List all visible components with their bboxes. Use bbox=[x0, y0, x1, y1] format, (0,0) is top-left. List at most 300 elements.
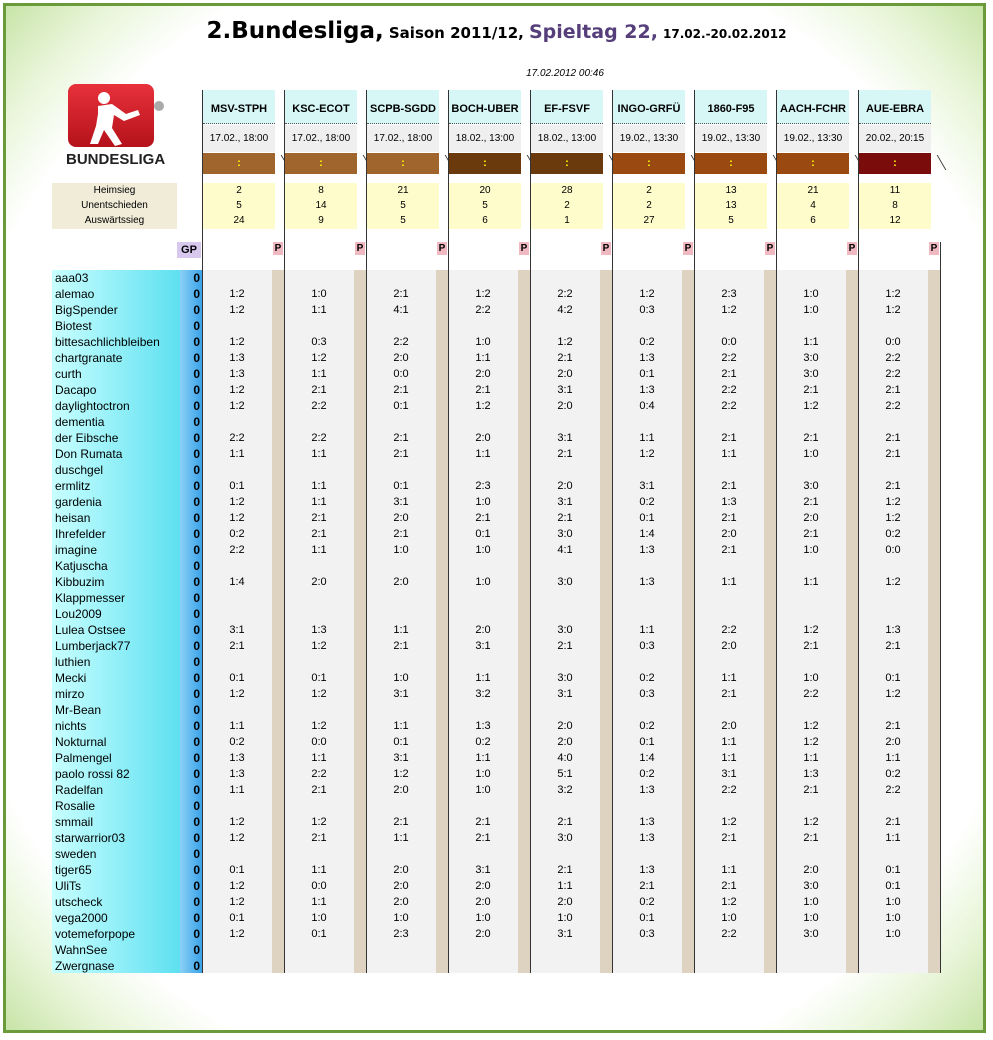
points-marker: P bbox=[930, 243, 938, 254]
tip-cell: 1:0 bbox=[393, 544, 409, 556]
tip-cell: 2:1 bbox=[885, 384, 901, 396]
tip-cell: 2:1 bbox=[311, 512, 327, 524]
tip-cell: 3:1 bbox=[557, 432, 573, 444]
tip-cell: 3:1 bbox=[721, 768, 737, 780]
player-name[interactable]: Kibbuzim bbox=[55, 575, 105, 589]
player-gp: 0 bbox=[193, 511, 200, 525]
tip-cell: 1:3 bbox=[721, 496, 737, 508]
player-gp: 0 bbox=[193, 671, 200, 685]
match-column-strip bbox=[272, 270, 284, 973]
tip-cell: 1:0 bbox=[721, 912, 737, 924]
tip-cell: 1:3 bbox=[639, 784, 655, 796]
match-divider bbox=[940, 242, 941, 973]
tip-cell: 1:3 bbox=[475, 720, 491, 732]
player-gp: 0 bbox=[193, 271, 200, 285]
tip-cell: 0:1 bbox=[393, 400, 409, 412]
tip-cell: 0:2 bbox=[639, 672, 655, 684]
tip-cell: 2:2 bbox=[721, 624, 737, 636]
player-gp: 0 bbox=[193, 783, 200, 797]
tip-cell: 2:2 bbox=[229, 432, 245, 444]
tip-cell: 2:1 bbox=[803, 432, 819, 444]
player-gp: 0 bbox=[193, 367, 200, 381]
tip-cell: 1:0 bbox=[803, 544, 819, 556]
player-name[interactable]: vega2000 bbox=[55, 911, 108, 925]
match-date: 17.02., 18:00 bbox=[367, 125, 439, 152]
tip-cell: 0:2 bbox=[229, 528, 245, 540]
match-date: 18.02., 13:00 bbox=[531, 125, 603, 152]
tip-cell: 1:2 bbox=[229, 400, 245, 412]
player-name[interactable]: Ihrefelder bbox=[55, 527, 106, 541]
player-name[interactable]: Biotest bbox=[55, 319, 92, 333]
tip-cell: 1:0 bbox=[311, 288, 327, 300]
player-gp: 0 bbox=[193, 959, 200, 973]
player-name[interactable]: paolo rossi 82 bbox=[55, 767, 130, 781]
stat-away: 5 bbox=[728, 215, 734, 226]
tip-cell: 1:0 bbox=[311, 912, 327, 924]
match-score: : bbox=[285, 153, 357, 174]
player-name[interactable]: Lumberjack77 bbox=[55, 639, 131, 653]
tip-cell: 1:0 bbox=[475, 336, 491, 348]
tip-cell: 2:0 bbox=[803, 512, 819, 524]
match-date: 17.02., 18:00 bbox=[203, 125, 275, 152]
tip-cell: 1:2 bbox=[311, 688, 327, 700]
tip-cell: 1:1 bbox=[311, 368, 327, 380]
player-name[interactable]: chartgranate bbox=[55, 351, 123, 365]
tip-cell: 2:0 bbox=[393, 864, 409, 876]
tip-cell: 3:0 bbox=[557, 528, 573, 540]
player-name[interactable]: Klappmesser bbox=[55, 591, 126, 605]
match-stats bbox=[531, 183, 603, 229]
tip-cell: 1:2 bbox=[885, 288, 901, 300]
player-name[interactable]: nichts bbox=[55, 719, 87, 733]
tip-cell: 2:1 bbox=[475, 832, 491, 844]
stat-home: 28 bbox=[561, 185, 573, 196]
tip-cell: 1:2 bbox=[229, 928, 245, 940]
match-column-strip bbox=[764, 270, 776, 973]
player-name[interactable]: Dacapo bbox=[55, 383, 97, 397]
player-name[interactable]: smmail bbox=[55, 815, 93, 829]
tip-cell: 1:1 bbox=[639, 432, 655, 444]
player-name[interactable]: heisan bbox=[55, 511, 91, 525]
tip-cell: 1:3 bbox=[229, 768, 245, 780]
player-name[interactable]: BigSpender bbox=[55, 303, 118, 317]
tip-cell: 2:1 bbox=[311, 784, 327, 796]
tip-cell: 2:0 bbox=[475, 368, 491, 380]
tip-cell: 0:1 bbox=[393, 736, 409, 748]
player-gp: 0 bbox=[193, 703, 200, 717]
tip-cell: 2:1 bbox=[393, 640, 409, 652]
match-name: AUE-EBRA bbox=[859, 90, 931, 124]
match-score: : bbox=[449, 153, 521, 174]
gp-header: GP bbox=[177, 242, 201, 258]
tip-cell: 1:1 bbox=[639, 624, 655, 636]
tip-cell: 2:0 bbox=[557, 480, 573, 492]
stat-draw: 4 bbox=[810, 200, 816, 211]
tip-cell: 3:1 bbox=[557, 384, 573, 396]
match-name: KSC-ECOT bbox=[285, 90, 357, 124]
tip-cell: 1:0 bbox=[475, 768, 491, 780]
tip-cell: 0:1 bbox=[229, 672, 245, 684]
tip-cell: 2:1 bbox=[721, 832, 737, 844]
tip-cell: 1:1 bbox=[311, 864, 327, 876]
tip-cell: 1:2 bbox=[721, 816, 737, 828]
player-name[interactable]: Mecki bbox=[55, 671, 87, 685]
tip-cell: 1:4 bbox=[229, 576, 245, 588]
tip-cell: 1:1 bbox=[311, 752, 327, 764]
tip-cell: 3:0 bbox=[557, 624, 573, 636]
tip-cell: 0:1 bbox=[311, 928, 327, 940]
match-column-strip bbox=[600, 270, 612, 973]
stat-label-draw: Unentschieden bbox=[81, 200, 148, 211]
stat-draw: 2 bbox=[564, 200, 570, 211]
tip-cell: 2:1 bbox=[803, 384, 819, 396]
match-stats bbox=[203, 183, 275, 229]
player-gp: 0 bbox=[193, 767, 200, 781]
player-gp: 0 bbox=[193, 383, 200, 397]
tip-cell: 0:3 bbox=[639, 640, 655, 652]
tip-cell: 2:0 bbox=[885, 736, 901, 748]
player-gp: 0 bbox=[193, 895, 200, 909]
tip-cell: 1:0 bbox=[803, 672, 819, 684]
stat-draw: 5 bbox=[236, 200, 242, 211]
stat-home: 13 bbox=[725, 185, 737, 196]
player-gp: 0 bbox=[193, 607, 200, 621]
tip-cell: 2:1 bbox=[557, 640, 573, 652]
player-name[interactable]: Palmengel bbox=[55, 751, 112, 765]
tip-cell: 0:0 bbox=[311, 880, 327, 892]
player-name[interactable]: gardenia bbox=[55, 495, 102, 509]
player-name[interactable]: luthien bbox=[55, 655, 91, 669]
tip-cell: 2:1 bbox=[393, 448, 409, 460]
stat-draw: 2 bbox=[646, 200, 652, 211]
tip-cell: 1:2 bbox=[229, 832, 245, 844]
tip-cell: 3:2 bbox=[475, 688, 491, 700]
tip-cell: 2:2 bbox=[475, 304, 491, 316]
match-column-strip bbox=[928, 270, 940, 973]
player-name[interactable]: aaa03 bbox=[55, 271, 89, 285]
stat-home: 11 bbox=[889, 185, 901, 196]
player-name[interactable]: Lou2009 bbox=[55, 607, 102, 621]
tip-cell: 0:2 bbox=[639, 336, 655, 348]
player-name[interactable]: dementia bbox=[55, 415, 105, 429]
points-marker: P bbox=[274, 243, 282, 254]
tip-cell: 1:1 bbox=[721, 448, 737, 460]
tip-cell: 1:2 bbox=[311, 640, 327, 652]
tip-cell: 1:2 bbox=[229, 304, 245, 316]
tip-cell: 2:1 bbox=[885, 448, 901, 460]
tip-cell: 2:0 bbox=[557, 736, 573, 748]
tip-cell: 0:1 bbox=[639, 736, 655, 748]
tip-cell: 2:1 bbox=[393, 384, 409, 396]
match-stats bbox=[285, 183, 357, 229]
tip-cell: 0:2 bbox=[639, 768, 655, 780]
tip-cell: 0:3 bbox=[639, 688, 655, 700]
points-marker: P bbox=[684, 243, 692, 254]
player-gp: 0 bbox=[193, 335, 200, 349]
player-name[interactable]: imagine bbox=[55, 543, 98, 557]
player-gp: 0 bbox=[193, 847, 200, 861]
tip-cell: 2:1 bbox=[803, 496, 819, 508]
tip-cell: 1:1 bbox=[721, 672, 737, 684]
player-name[interactable]: duschgel bbox=[55, 463, 104, 477]
stats-labels bbox=[52, 183, 177, 229]
points-marker: P bbox=[356, 243, 364, 254]
tip-cell: 3:1 bbox=[229, 624, 245, 636]
player-name[interactable]: Zwergnase bbox=[55, 959, 115, 973]
match-name: EF-FSVF bbox=[531, 90, 603, 124]
player-gp: 0 bbox=[193, 303, 200, 317]
page-title bbox=[0, 18, 993, 44]
tip-cell: 2:2 bbox=[721, 384, 737, 396]
tip-cell: 5:1 bbox=[557, 768, 573, 780]
match-name: SCPB-SGDD bbox=[367, 90, 439, 124]
player-name[interactable]: Radelfan bbox=[55, 783, 104, 797]
match-date: 19.02., 13:30 bbox=[695, 125, 767, 152]
tip-cell: 2:2 bbox=[885, 784, 901, 796]
stat-label-home: Heimsieg bbox=[93, 185, 136, 196]
player-name[interactable]: mirzo bbox=[55, 687, 85, 701]
stat-home: 20 bbox=[479, 185, 491, 196]
tip-cell: 1:3 bbox=[229, 368, 245, 380]
player-name[interactable]: WahnSee bbox=[55, 943, 108, 957]
tip-cell: 0:1 bbox=[639, 368, 655, 380]
match-score: : bbox=[695, 153, 767, 174]
tip-cell: 3:1 bbox=[639, 480, 655, 492]
tip-cell: 2:0 bbox=[311, 576, 327, 588]
tip-cell: 1:2 bbox=[229, 384, 245, 396]
player-name[interactable]: Nokturnal bbox=[55, 735, 107, 749]
player-gp: 0 bbox=[193, 399, 200, 413]
tip-cell: 2:2 bbox=[229, 544, 245, 556]
tip-cell: 1:1 bbox=[229, 448, 245, 460]
tip-cell: 1:0 bbox=[475, 496, 491, 508]
tip-cell: 2:0 bbox=[475, 896, 491, 908]
tip-cell: 2:1 bbox=[311, 528, 327, 540]
tip-cell: 0:1 bbox=[393, 480, 409, 492]
tip-cell: 1:3 bbox=[803, 768, 819, 780]
player-gp: 0 bbox=[193, 911, 200, 925]
tip-cell: 1:3 bbox=[229, 352, 245, 364]
match-score: : bbox=[777, 153, 849, 174]
tip-cell: 2:0 bbox=[557, 368, 573, 380]
tip-cell: 1:2 bbox=[229, 880, 245, 892]
player-gp: 0 bbox=[193, 543, 200, 557]
tip-cell: 1:1 bbox=[229, 720, 245, 732]
tip-cell: 1:1 bbox=[311, 896, 327, 908]
player-name[interactable]: der Eibsche bbox=[55, 431, 119, 445]
tip-cell: 3:1 bbox=[557, 688, 573, 700]
stat-draw: 5 bbox=[482, 200, 488, 211]
tip-cell: 4:2 bbox=[557, 304, 573, 316]
tip-cell: 1:2 bbox=[721, 896, 737, 908]
player-gp: 0 bbox=[193, 943, 200, 957]
tip-cell: 3:0 bbox=[803, 480, 819, 492]
match-date: 18.02., 13:00 bbox=[449, 125, 521, 152]
player-gp: 0 bbox=[193, 831, 200, 845]
player-name[interactable]: Lulea Ostsee bbox=[55, 623, 126, 637]
tip-cell: 3:2 bbox=[557, 784, 573, 796]
player-gp: 0 bbox=[193, 879, 200, 893]
tip-cell: 1:2 bbox=[803, 736, 819, 748]
tip-cell: 1:1 bbox=[393, 720, 409, 732]
match-column-strip bbox=[518, 270, 530, 973]
match-column-strip bbox=[846, 270, 858, 973]
tip-cell: 1:0 bbox=[803, 288, 819, 300]
tip-cell: 2:1 bbox=[721, 368, 737, 380]
tip-cell: 2:0 bbox=[557, 896, 573, 908]
tip-cell: 2:1 bbox=[311, 384, 327, 396]
stat-draw: 8 bbox=[892, 200, 898, 211]
match-name: BOCH-UBER bbox=[449, 90, 521, 124]
player-name[interactable]: UliTs bbox=[55, 879, 81, 893]
stat-away: 1 bbox=[564, 215, 570, 226]
tip-cell: 0:2 bbox=[475, 736, 491, 748]
tip-cell: 2:1 bbox=[475, 816, 491, 828]
player-name[interactable]: bittesachlichbleiben bbox=[55, 335, 160, 349]
tip-cell: 2:1 bbox=[885, 816, 901, 828]
tip-cell: 0:2 bbox=[639, 496, 655, 508]
tip-cell: 3:0 bbox=[803, 928, 819, 940]
match-score: : bbox=[531, 153, 603, 174]
tip-cell: 2:2 bbox=[311, 768, 327, 780]
tip-cell: 1:2 bbox=[393, 768, 409, 780]
tip-cell: 2:0 bbox=[393, 784, 409, 796]
tip-cell: 2:2 bbox=[721, 928, 737, 940]
tip-cell: 1:1 bbox=[393, 832, 409, 844]
player-name[interactable]: Mr-Bean bbox=[55, 703, 102, 717]
tip-cell: 0:4 bbox=[639, 400, 655, 412]
tip-cell: 2:3 bbox=[721, 288, 737, 300]
tip-cell: 0:3 bbox=[639, 928, 655, 940]
tip-cell: 2:1 bbox=[557, 352, 573, 364]
tip-cell: 3:0 bbox=[557, 832, 573, 844]
stat-home: 2 bbox=[236, 185, 242, 196]
tip-cell: 0:0 bbox=[885, 336, 901, 348]
stat-home: 8 bbox=[318, 185, 324, 196]
tip-cell: 1:1 bbox=[803, 576, 819, 588]
tip-cell: 3:1 bbox=[557, 928, 573, 940]
match-score: : bbox=[613, 153, 685, 174]
tip-cell: 1:2 bbox=[311, 816, 327, 828]
player-name[interactable]: alemao bbox=[55, 287, 95, 301]
tip-cell: 2:1 bbox=[557, 448, 573, 460]
match-stats bbox=[613, 183, 685, 229]
player-name[interactable]: votemeforpope bbox=[55, 927, 136, 941]
tip-cell: 2:2 bbox=[885, 400, 901, 412]
tip-cell: 2:1 bbox=[557, 816, 573, 828]
match-stats bbox=[449, 183, 521, 229]
tip-cell: 1:2 bbox=[885, 512, 901, 524]
tip-cell: 1:4 bbox=[639, 528, 655, 540]
player-name[interactable]: sweden bbox=[55, 847, 97, 861]
tip-cell: 2:1 bbox=[475, 512, 491, 524]
tip-cell: 2:0 bbox=[721, 640, 737, 652]
tip-cell: 2:1 bbox=[557, 864, 573, 876]
match-score: : bbox=[203, 153, 275, 174]
player-gp: 0 bbox=[193, 719, 200, 733]
tip-cell: 1:2 bbox=[475, 400, 491, 412]
tip-cell: 1:2 bbox=[229, 512, 245, 524]
tip-cell: 2:0 bbox=[475, 928, 491, 940]
player-gp: 0 bbox=[193, 447, 200, 461]
player-name[interactable]: starwarrior03 bbox=[55, 831, 126, 845]
tip-cell: 1:2 bbox=[803, 720, 819, 732]
tip-cell: 1:0 bbox=[475, 784, 491, 796]
player-name[interactable]: Don Rumata bbox=[55, 447, 123, 461]
tip-cell: 1:0 bbox=[803, 912, 819, 924]
tip-cell: 2:2 bbox=[721, 400, 737, 412]
player-name[interactable]: Rosalie bbox=[55, 799, 96, 813]
tip-cell: 2:0 bbox=[557, 720, 573, 732]
matchday-label: Spieltag 22, bbox=[528, 21, 658, 43]
tip-cell: 0:0 bbox=[311, 736, 327, 748]
tip-cell: 1:2 bbox=[885, 304, 901, 316]
tip-cell: 1:2 bbox=[721, 304, 737, 316]
tip-cell: 3:0 bbox=[803, 880, 819, 892]
player-name[interactable]: utscheck bbox=[55, 895, 103, 909]
points-marker: P bbox=[848, 243, 856, 254]
tip-cell: 2:3 bbox=[475, 480, 491, 492]
points-marker: P bbox=[520, 243, 528, 254]
match-score: : bbox=[859, 153, 931, 174]
points-marker: P bbox=[766, 243, 774, 254]
player-gp: 0 bbox=[193, 799, 200, 813]
tip-cell: 2:2 bbox=[557, 288, 573, 300]
player-name[interactable]: Katjuscha bbox=[55, 559, 108, 573]
player-name[interactable]: daylightoctron bbox=[55, 399, 130, 413]
tip-cell: 0:2 bbox=[229, 736, 245, 748]
tip-cell: 1:1 bbox=[885, 752, 901, 764]
tip-cell: 2:0 bbox=[475, 432, 491, 444]
tip-cell: 2:2 bbox=[311, 400, 327, 412]
tip-cell: 1:2 bbox=[229, 288, 245, 300]
tip-cell: 1:2 bbox=[311, 352, 327, 364]
tip-cell: 2:3 bbox=[393, 928, 409, 940]
logo-emblem bbox=[68, 84, 154, 147]
tip-cell: 0:1 bbox=[885, 672, 901, 684]
match-column-strip bbox=[354, 270, 366, 973]
tip-cell: 1:3 bbox=[639, 864, 655, 876]
tip-cell: 1:2 bbox=[639, 448, 655, 460]
tip-cell: 1:0 bbox=[803, 448, 819, 460]
tip-cell: 1:1 bbox=[557, 880, 573, 892]
tip-cell: 1:3 bbox=[639, 832, 655, 844]
player-name[interactable]: tiger65 bbox=[55, 863, 92, 877]
player-gp: 0 bbox=[193, 639, 200, 653]
player-name[interactable]: curth bbox=[55, 367, 82, 381]
player-gp: 0 bbox=[193, 687, 200, 701]
tip-cell: 1:3 bbox=[229, 752, 245, 764]
match-name: AACH-FCHR bbox=[777, 90, 849, 124]
player-name[interactable]: ermlitz bbox=[55, 479, 91, 493]
tip-cell: 2:1 bbox=[393, 528, 409, 540]
tip-cell: 1:0 bbox=[475, 912, 491, 924]
tip-cell: 2:0 bbox=[393, 352, 409, 364]
date-range: 17.02.-20.02.2012 bbox=[663, 27, 787, 41]
tip-cell: 0:0 bbox=[885, 544, 901, 556]
tip-cell: 0:3 bbox=[311, 336, 327, 348]
tip-cell: 2:0 bbox=[721, 528, 737, 540]
tip-cell: 2:2 bbox=[885, 368, 901, 380]
tip-cell: 2:2 bbox=[393, 336, 409, 348]
tip-cell: 3:0 bbox=[557, 672, 573, 684]
update-timestamp: 17.02.2012 00:46 bbox=[526, 68, 604, 79]
player-gp: 0 bbox=[193, 815, 200, 829]
tip-cell: 2:2 bbox=[721, 352, 737, 364]
tip-cell: 1:2 bbox=[229, 688, 245, 700]
player-gp: 0 bbox=[193, 351, 200, 365]
match-stats bbox=[859, 183, 931, 229]
